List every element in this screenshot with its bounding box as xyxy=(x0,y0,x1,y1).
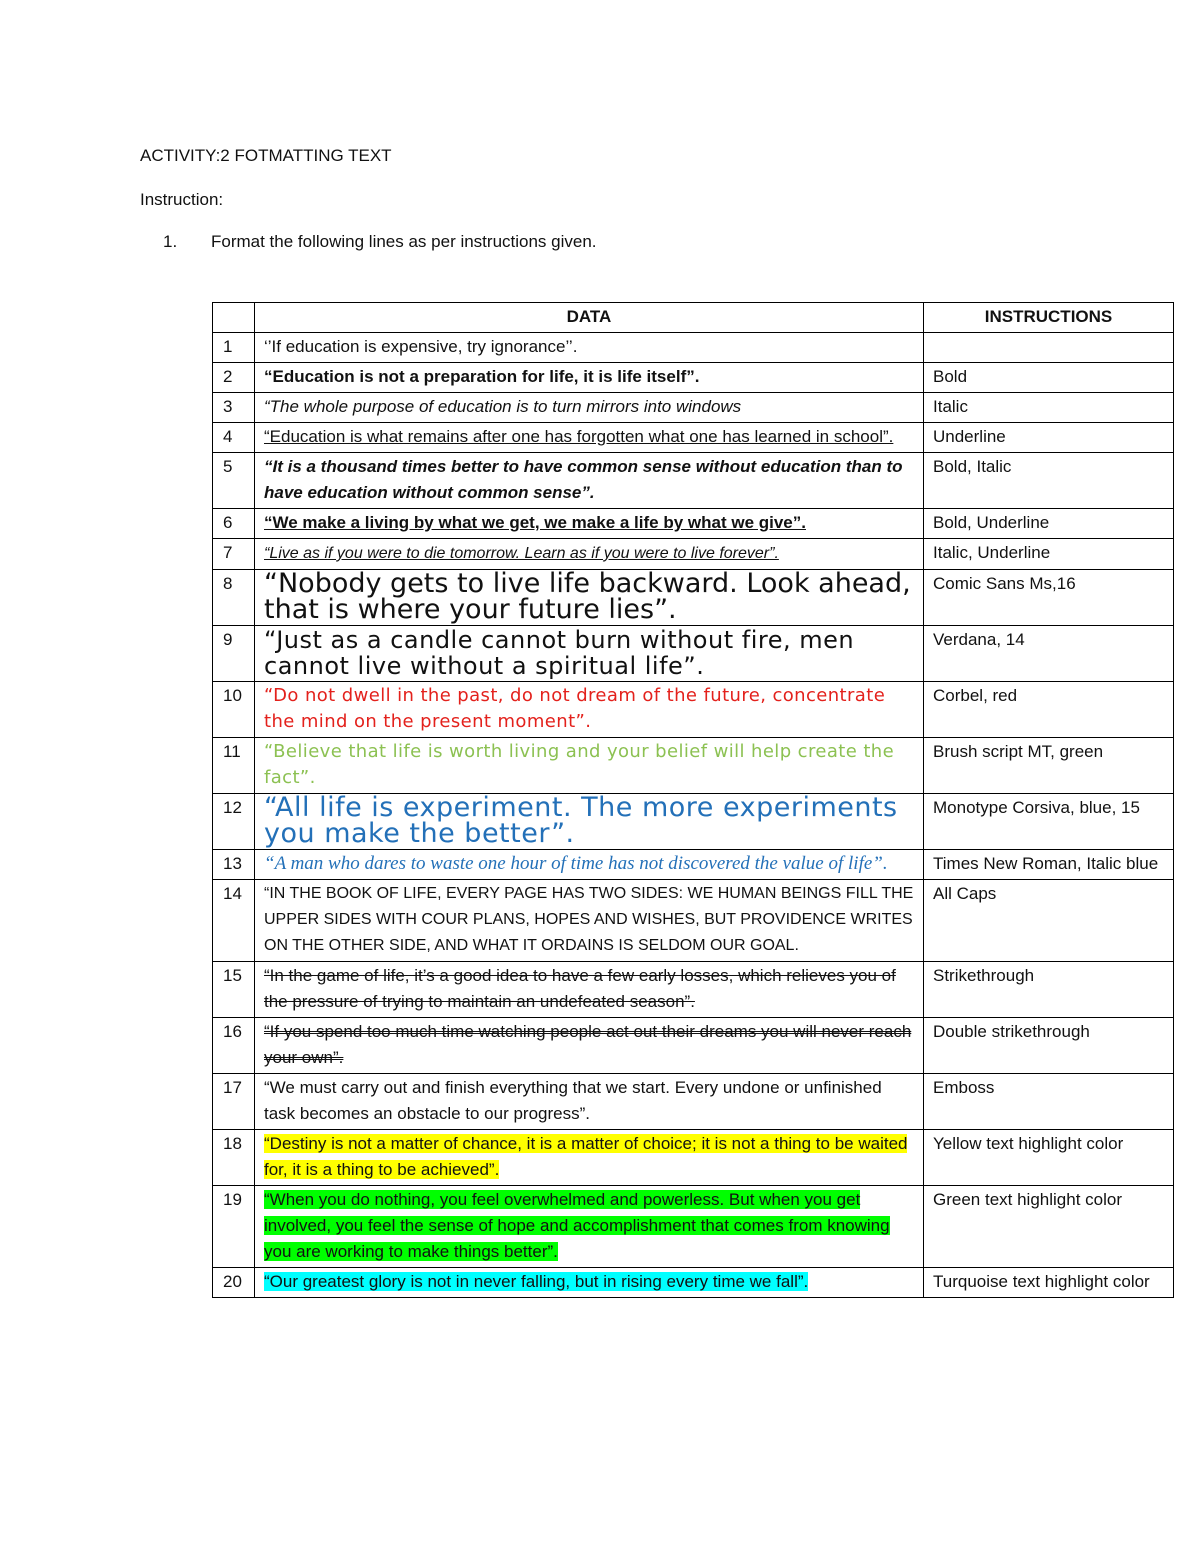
row-data: “In the game of life, it’s a good idea to have a few early losses, which relieves you of the pressure of trying to maintain an undefeated season”. xyxy=(255,962,924,1018)
row-instruction: Brush script MT, green xyxy=(924,738,1174,794)
table-row xyxy=(213,880,1174,962)
row-instruction: Comic Sans Ms,16 xyxy=(924,570,1174,626)
table-row xyxy=(213,423,1174,453)
row-data: “We must carry out and finish everything that we start. Every undone or unfinished task becomes an obstacle to our progress”. xyxy=(255,1074,924,1130)
row-number: 3 xyxy=(213,393,255,423)
row-data-cell xyxy=(255,1268,924,1298)
table-row xyxy=(213,626,1174,682)
row-instruction: Double strikethrough xyxy=(924,1018,1174,1074)
row-data-cell xyxy=(255,509,924,539)
row-instruction: Bold, Italic xyxy=(924,453,1174,509)
row-instruction: Monotype Corsiva, blue, 15 xyxy=(924,794,1174,850)
table-row xyxy=(213,539,1174,570)
row-instruction: All Caps xyxy=(924,880,1174,962)
row-instruction: Bold, Underline xyxy=(924,509,1174,539)
table-row xyxy=(213,1018,1174,1074)
row-data-cell xyxy=(255,423,924,453)
page-title: ACTIVITY:2 FOTMATTING TEXT xyxy=(140,146,392,165)
table-row xyxy=(213,1074,1174,1130)
row-number: 7 xyxy=(213,539,255,570)
row-data: “When you do nothing, you feel overwhelmed and powerless. But when you get involved, you feel the sense of hope and accomplishment that comes from knowing you are working to make things better”. xyxy=(264,1190,890,1261)
list-item xyxy=(163,232,597,252)
row-number: 14 xyxy=(213,880,255,962)
list-number: 1. xyxy=(163,232,178,251)
table-row xyxy=(213,850,1174,880)
row-data: “Nobody gets to live life backward. Look ahead, that is where your future lies”. xyxy=(255,570,924,626)
row-number: 4 xyxy=(213,423,255,453)
row-data: “Live as if you were to die tomorrow. Learn as if you were to live forever”. xyxy=(264,545,779,562)
table-row xyxy=(213,1130,1174,1186)
row-number: 5 xyxy=(213,453,255,509)
row-data-cell xyxy=(255,1186,924,1268)
row-number: 19 xyxy=(213,1186,255,1268)
row-data: “We make a living by what we get, we make a life by what we give”. xyxy=(264,513,806,532)
table-header-row xyxy=(213,303,1174,333)
row-data: “Destiny is not a matter of chance, it is a matter of choice; it is not a thing to be waited for, it is a thing to be achieved”. xyxy=(264,1134,908,1179)
row-number: 12 xyxy=(213,794,255,850)
table-row xyxy=(213,453,1174,509)
row-number: 9 xyxy=(213,626,255,682)
row-number: 13 xyxy=(213,850,255,880)
row-data: “A man who dares to waste one hour of time has not discovered the value of life”. xyxy=(255,850,924,880)
header-instructions: INSTRUCTIONS xyxy=(924,303,1174,333)
table-row xyxy=(213,570,1174,626)
header-data: DATA xyxy=(255,303,924,333)
table-row xyxy=(213,738,1174,794)
row-data: “Education is what remains after one has forgotten what one has learned in school”. xyxy=(264,427,894,446)
row-number: 15 xyxy=(213,962,255,1018)
row-instruction: Green text highlight color xyxy=(924,1186,1174,1268)
row-data: “It is a thousand times better to have common sense without education than to have education without common sense”. xyxy=(255,453,924,509)
header-number xyxy=(213,303,255,333)
table-row xyxy=(213,794,1174,850)
row-number: 6 xyxy=(213,509,255,539)
row-number: 10 xyxy=(213,682,255,738)
instruction-label: Instruction: xyxy=(140,190,224,209)
row-instruction: Yellow text highlight color xyxy=(924,1130,1174,1186)
row-data: “Believe that life is worth living and your belief will help create the fact”. xyxy=(255,738,924,794)
table-row xyxy=(213,509,1174,539)
row-number: 2 xyxy=(213,363,255,393)
row-instruction: Strikethrough xyxy=(924,962,1174,1018)
row-instruction: Verdana, 14 xyxy=(924,626,1174,682)
table-row xyxy=(213,363,1174,393)
row-data: “Our greatest glory is not in never falling, but in rising every time we fall”. xyxy=(264,1272,809,1291)
table-row xyxy=(213,393,1174,423)
row-instruction: Underline xyxy=(924,423,1174,453)
row-instruction: Times New Roman, Italic blue xyxy=(924,850,1174,880)
row-instruction xyxy=(924,333,1174,363)
row-number: 16 xyxy=(213,1018,255,1074)
table-row xyxy=(213,682,1174,738)
row-instruction: Turquoise text highlight color xyxy=(924,1268,1174,1298)
table-row xyxy=(213,333,1174,363)
row-number: 11 xyxy=(213,738,255,794)
row-number: 20 xyxy=(213,1268,255,1298)
row-instruction: Corbel, red xyxy=(924,682,1174,738)
row-instruction: Italic, Underline xyxy=(924,539,1174,570)
row-data-cell xyxy=(255,539,924,570)
row-number: 8 xyxy=(213,570,255,626)
formatting-table xyxy=(212,302,1174,1298)
table-row xyxy=(213,962,1174,1018)
row-data: “IN THE BOOK OF LIFE, EVERY PAGE HAS TWO SIDES: WE HUMAN BEINGS FILL THE UPPER SIDES WITH COUR PLANS, HOPES AND WISHES, BUT PROVIDENCE WRITES ON THE OTHER SIDE, AND WHAT IT ORDAINS IS SELDOM OUR GOAL. xyxy=(255,880,924,962)
row-data: “If you spend too much time watching people act out their dreams you will never reach your own”. xyxy=(255,1018,924,1074)
row-instruction: Emboss xyxy=(924,1074,1174,1130)
row-instruction: Bold xyxy=(924,363,1174,393)
row-data: “Just as a candle cannot burn without fire, men cannot live without a spiritual life”. xyxy=(255,626,924,682)
table-row xyxy=(213,1186,1174,1268)
row-number: 18 xyxy=(213,1130,255,1186)
row-data: “Education is not a preparation for life, it is life itself”. xyxy=(255,363,924,393)
row-data: ‘’If education is expensive, try ignorance’’. xyxy=(255,333,924,363)
row-instruction: Italic xyxy=(924,393,1174,423)
table-row xyxy=(213,1268,1174,1298)
row-number: 17 xyxy=(213,1074,255,1130)
list-text: Format the following lines as per instructions given. xyxy=(211,232,597,251)
row-data: “The whole purpose of education is to turn mirrors into windows xyxy=(255,393,924,423)
row-number: 1 xyxy=(213,333,255,363)
row-data-cell xyxy=(255,1130,924,1186)
row-data: “All life is experiment. The more experiments you make the better”. xyxy=(255,794,924,850)
row-data: “Do not dwell in the past, do not dream of the future, concentrate the mind on the present moment”. xyxy=(255,682,924,738)
